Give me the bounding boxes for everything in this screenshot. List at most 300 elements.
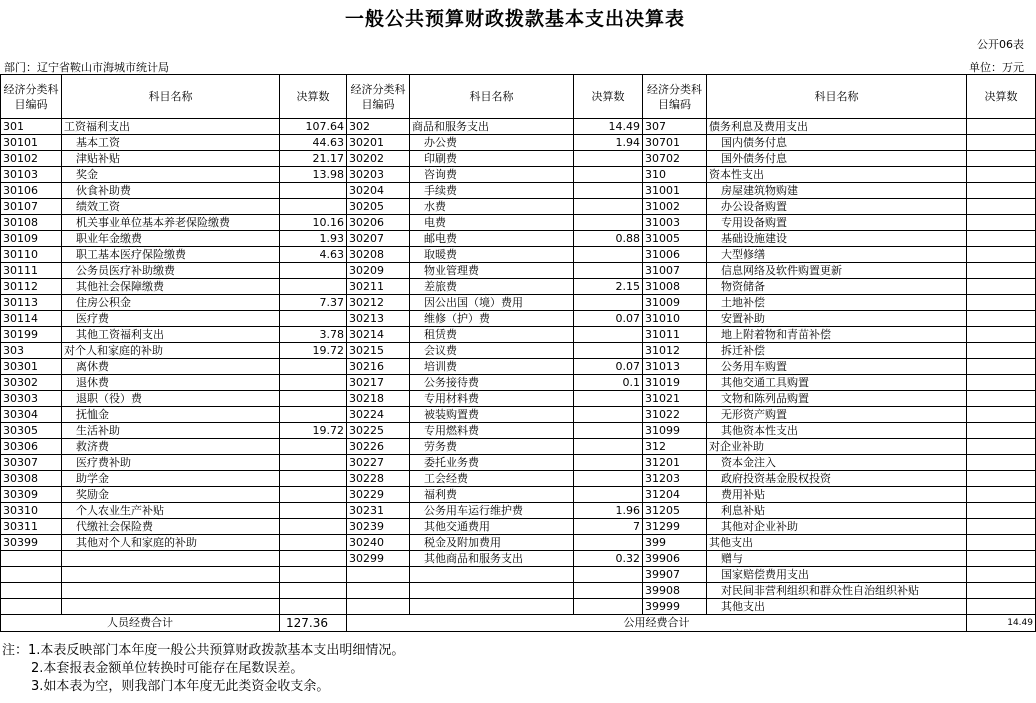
header-amount-3: 决算数 — [967, 75, 1036, 119]
col3-name: 国内债务付息 — [707, 135, 967, 151]
col3-name: 安置补助 — [707, 311, 967, 327]
col2-name: 邮电费 — [410, 231, 574, 247]
col1-name — [62, 599, 280, 615]
col2-code: 30212 — [347, 295, 410, 311]
col2-name: 劳务费 — [410, 439, 574, 455]
col1-code: 30106 — [1, 183, 62, 199]
col2-name: 维修（护）费 — [410, 311, 574, 327]
col3-code: 31022 — [643, 407, 707, 423]
header-amount-2: 决算数 — [574, 75, 643, 119]
col3-code: 31011 — [643, 327, 707, 343]
col3-code: 30701 — [643, 135, 707, 151]
col1-code — [1, 551, 62, 567]
header-code-2: 经济分类科目编码 — [347, 75, 410, 119]
col1-name: 工资福利支出 — [62, 119, 280, 135]
col2-amount — [574, 487, 643, 503]
col1-name: 其他社会保障缴费 — [62, 279, 280, 295]
col2-code: 30202 — [347, 151, 410, 167]
table-row — [1, 231, 1036, 247]
col1-name: 医疗费 — [62, 311, 280, 327]
col3-amount — [967, 407, 1036, 423]
col1-name: 助学金 — [62, 471, 280, 487]
col1-name: 基本工资 — [62, 135, 280, 151]
col3-name: 赠与 — [707, 551, 967, 567]
table-body — [1, 119, 1036, 615]
table-row — [1, 423, 1036, 439]
table-row — [1, 343, 1036, 359]
col3-amount — [967, 199, 1036, 215]
table-row — [1, 519, 1036, 535]
col3-name: 资本金注入 — [707, 455, 967, 471]
col2-amount — [574, 295, 643, 311]
col1-code: 30308 — [1, 471, 62, 487]
col3-code: 31203 — [643, 471, 707, 487]
col1-amount — [280, 551, 347, 567]
col3-name: 文物和陈列品购置 — [707, 391, 967, 407]
col2-code — [347, 583, 410, 599]
col1-amount — [280, 263, 347, 279]
col1-name: 津贴补贴 — [62, 151, 280, 167]
col1-name: 职业年金缴费 — [62, 231, 280, 247]
col3-code: 31009 — [643, 295, 707, 311]
page-title: 一般公共预算财政拨款基本支出决算表 — [344, 8, 685, 30]
col2-amount — [574, 407, 643, 423]
col1-amount — [280, 199, 347, 215]
col2-amount — [574, 199, 643, 215]
col1-amount — [280, 391, 347, 407]
col1-code: 30113 — [1, 295, 62, 311]
col2-code: 30224 — [347, 407, 410, 423]
col3-name: 利息补贴 — [707, 503, 967, 519]
header-row — [1, 75, 1036, 119]
col3-amount — [967, 119, 1036, 135]
note-3: 3.如本表为空，则我部门本年度无此类资金收支余。 — [31, 679, 330, 694]
col1-code: 30102 — [1, 151, 62, 167]
table-row — [1, 295, 1036, 311]
col3-name: 其他支出 — [707, 535, 967, 551]
col3-name: 其他交通工具购置 — [707, 375, 967, 391]
col1-code: 30305 — [1, 423, 62, 439]
col2-code: 30207 — [347, 231, 410, 247]
col3-name: 其他对企业补助 — [707, 519, 967, 535]
col3-code: 31005 — [643, 231, 707, 247]
col2-amount — [574, 567, 643, 583]
col3-amount — [967, 151, 1036, 167]
note-1: 注：1.本表反映部门本年度一般公共预算财政拨款基本支出明细情况。 — [2, 643, 405, 658]
col3-name: 办公设备购置 — [707, 199, 967, 215]
personnel-total-label: 人员经费合计 — [1, 615, 280, 632]
col2-code: 30201 — [347, 135, 410, 151]
col1-amount — [280, 359, 347, 375]
col2-code: 30204 — [347, 183, 410, 199]
col2-amount: 0.88 — [574, 231, 643, 247]
col3-name: 专用设备购置 — [707, 215, 967, 231]
col3-amount — [967, 375, 1036, 391]
col1-amount: 1.93 — [280, 231, 347, 247]
col3-amount — [967, 215, 1036, 231]
col2-code: 30206 — [347, 215, 410, 231]
col2-code: 30214 — [347, 327, 410, 343]
col2-amount — [574, 151, 643, 167]
col1-code: 30302 — [1, 375, 62, 391]
col1-name: 其他工资福利支出 — [62, 327, 280, 343]
col1-amount: 107.64 — [280, 119, 347, 135]
col1-code — [1, 599, 62, 615]
col2-code: 30225 — [347, 423, 410, 439]
col2-name: 电费 — [410, 215, 574, 231]
col3-code: 30702 — [643, 151, 707, 167]
col1-name: 生活补助 — [62, 423, 280, 439]
col3-amount — [967, 183, 1036, 199]
col3-amount — [967, 295, 1036, 311]
form-number: 公开06表 — [977, 38, 1024, 51]
col1-amount — [280, 455, 347, 471]
col1-code: 30107 — [1, 199, 62, 215]
col2-code: 30205 — [347, 199, 410, 215]
col3-name: 基础设施建设 — [707, 231, 967, 247]
note-2: 2.本套报表金额单位转换时可能存在尾数误差。 — [31, 661, 304, 676]
col2-code — [347, 567, 410, 583]
col2-code: 30229 — [347, 487, 410, 503]
public-total-value: 14.49 — [967, 615, 1036, 632]
col1-code: 30306 — [1, 439, 62, 455]
department-label: 部门：辽宁省鞍山市海城市统计局 — [4, 61, 169, 74]
col3-name: 拆迁补偿 — [707, 343, 967, 359]
col3-code: 31099 — [643, 423, 707, 439]
col3-amount — [967, 135, 1036, 151]
col2-amount: 0.1 — [574, 375, 643, 391]
col2-amount — [574, 215, 643, 231]
col2-name: 其他交通费用 — [410, 519, 574, 535]
col2-name — [410, 567, 574, 583]
col2-name: 公务接待费 — [410, 375, 574, 391]
header-code-1: 经济分类科目编码 — [1, 75, 62, 119]
col3-amount — [967, 423, 1036, 439]
col2-code: 30227 — [347, 455, 410, 471]
table-row — [1, 375, 1036, 391]
col1-code: 30310 — [1, 503, 62, 519]
col1-name: 奖金 — [62, 167, 280, 183]
col3-name: 对企业补助 — [707, 439, 967, 455]
col1-name: 抚恤金 — [62, 407, 280, 423]
col2-name: 其他商品和服务支出 — [410, 551, 574, 567]
col2-name: 福利费 — [410, 487, 574, 503]
col1-name: 绩效工资 — [62, 199, 280, 215]
col3-code: 39908 — [643, 583, 707, 599]
col3-name: 其他资本性支出 — [707, 423, 967, 439]
col1-amount — [280, 407, 347, 423]
col3-name: 资本性支出 — [707, 167, 967, 183]
header-code-3: 经济分类科目编码 — [643, 75, 707, 119]
table-row — [1, 263, 1036, 279]
col2-amount — [574, 343, 643, 359]
col1-amount — [280, 599, 347, 615]
col1-code: 30111 — [1, 263, 62, 279]
col1-code — [1, 583, 62, 599]
col2-name: 培训费 — [410, 359, 574, 375]
table-row — [1, 135, 1036, 151]
col2-code: 302 — [347, 119, 410, 135]
col2-amount: 2.15 — [574, 279, 643, 295]
col3-amount — [967, 455, 1036, 471]
col3-code: 31013 — [643, 359, 707, 375]
col3-name: 其他支出 — [707, 599, 967, 615]
table-row — [1, 567, 1036, 583]
col2-amount — [574, 599, 643, 615]
col1-amount — [280, 487, 347, 503]
col3-amount — [967, 503, 1036, 519]
col2-amount: 0.07 — [574, 311, 643, 327]
header-name-3: 科目名称 — [707, 75, 967, 119]
col1-amount — [280, 503, 347, 519]
col2-amount: 0.07 — [574, 359, 643, 375]
expenditure-table — [0, 74, 1036, 632]
col1-name: 机关事业单位基本养老保险缴费 — [62, 215, 280, 231]
col2-code: 30226 — [347, 439, 410, 455]
col2-name: 会议费 — [410, 343, 574, 359]
col2-amount — [574, 263, 643, 279]
col3-name: 大型修缮 — [707, 247, 967, 263]
col1-amount — [280, 279, 347, 295]
col2-name: 被装购置费 — [410, 407, 574, 423]
col1-code: 30112 — [1, 279, 62, 295]
col1-code: 30304 — [1, 407, 62, 423]
col2-name: 咨询费 — [410, 167, 574, 183]
col2-amount — [574, 391, 643, 407]
col3-code: 31001 — [643, 183, 707, 199]
col3-amount — [967, 279, 1036, 295]
col3-code: 31021 — [643, 391, 707, 407]
table-row — [1, 455, 1036, 471]
col2-code: 30240 — [347, 535, 410, 551]
table-row — [1, 327, 1036, 343]
col3-amount — [967, 439, 1036, 455]
col3-amount — [967, 567, 1036, 583]
col1-amount: 3.78 — [280, 327, 347, 343]
col2-name: 差旅费 — [410, 279, 574, 295]
col1-amount — [280, 535, 347, 551]
notes — [2, 642, 404, 696]
col2-amount: 7 — [574, 519, 643, 535]
table-row — [1, 247, 1036, 263]
col1-code: 30309 — [1, 487, 62, 503]
col1-amount — [280, 311, 347, 327]
col2-amount — [574, 439, 643, 455]
table-row — [1, 503, 1036, 519]
col3-code: 31205 — [643, 503, 707, 519]
col2-name: 委托业务费 — [410, 455, 574, 471]
col3-code: 31006 — [643, 247, 707, 263]
col1-code: 30103 — [1, 167, 62, 183]
col2-name: 物业管理费 — [410, 263, 574, 279]
unit-label: 单位：万元 — [969, 61, 1024, 74]
public-total-label: 公用经费合计 — [347, 615, 967, 632]
col2-name: 商品和服务支出 — [410, 119, 574, 135]
col1-code: 30303 — [1, 391, 62, 407]
col2-amount — [574, 183, 643, 199]
col2-name: 工会经费 — [410, 471, 574, 487]
col1-code: 30108 — [1, 215, 62, 231]
col1-name: 个人农业生产补贴 — [62, 503, 280, 519]
col2-name: 租赁费 — [410, 327, 574, 343]
col3-amount — [967, 327, 1036, 343]
col1-amount — [280, 375, 347, 391]
table-row — [1, 167, 1036, 183]
col2-code: 30231 — [347, 503, 410, 519]
col3-code: 307 — [643, 119, 707, 135]
col3-code: 39906 — [643, 551, 707, 567]
col1-name — [62, 583, 280, 599]
col2-code: 30208 — [347, 247, 410, 263]
col3-name: 政府投资基金股权投资 — [707, 471, 967, 487]
col1-name: 退职（役）费 — [62, 391, 280, 407]
col3-name: 对民间非营利组织和群众性自治组织补贴 — [707, 583, 967, 599]
table-row — [1, 599, 1036, 615]
col1-code: 30101 — [1, 135, 62, 151]
col1-amount: 21.17 — [280, 151, 347, 167]
table-row — [1, 583, 1036, 599]
col1-amount: 19.72 — [280, 343, 347, 359]
table-row — [1, 279, 1036, 295]
col1-name: 离休费 — [62, 359, 280, 375]
col2-code: 30216 — [347, 359, 410, 375]
col1-name: 对个人和家庭的补助 — [62, 343, 280, 359]
col3-code: 31002 — [643, 199, 707, 215]
col1-code: 301 — [1, 119, 62, 135]
col1-name: 公务员医疗补助缴费 — [62, 263, 280, 279]
col2-code: 30211 — [347, 279, 410, 295]
col1-code: 30114 — [1, 311, 62, 327]
col3-amount — [967, 311, 1036, 327]
col3-name: 信息网络及软件购置更新 — [707, 263, 967, 279]
col2-code: 30228 — [347, 471, 410, 487]
col1-name: 退休费 — [62, 375, 280, 391]
col3-code: 31201 — [643, 455, 707, 471]
col3-name: 公务用车购置 — [707, 359, 967, 375]
col3-code: 310 — [643, 167, 707, 183]
col2-code: 30239 — [347, 519, 410, 535]
col1-code: 30301 — [1, 359, 62, 375]
col2-amount: 14.49 — [574, 119, 643, 135]
col2-name: 办公费 — [410, 135, 574, 151]
col2-name: 因公出国（境）费用 — [410, 295, 574, 311]
col3-code: 31010 — [643, 311, 707, 327]
col3-code: 31003 — [643, 215, 707, 231]
col1-amount: 4.63 — [280, 247, 347, 263]
col2-amount — [574, 471, 643, 487]
col1-name: 住房公积金 — [62, 295, 280, 311]
col2-name: 手续费 — [410, 183, 574, 199]
table-row — [1, 199, 1036, 215]
col3-amount — [967, 359, 1036, 375]
col3-code: 31299 — [643, 519, 707, 535]
table-row — [1, 311, 1036, 327]
col1-amount — [280, 471, 347, 487]
table-row — [1, 535, 1036, 551]
col3-amount — [967, 231, 1036, 247]
col1-code: 30311 — [1, 519, 62, 535]
col3-amount — [967, 343, 1036, 359]
header-amount-1: 决算数 — [280, 75, 347, 119]
col1-code: 30199 — [1, 327, 62, 343]
col3-name: 无形资产购置 — [707, 407, 967, 423]
col1-code: 30109 — [1, 231, 62, 247]
col2-code: 30217 — [347, 375, 410, 391]
col2-amount — [574, 535, 643, 551]
col1-code — [1, 567, 62, 583]
col1-name: 医疗费补助 — [62, 455, 280, 471]
col1-name — [62, 567, 280, 583]
col3-amount — [967, 487, 1036, 503]
col3-amount — [967, 551, 1036, 567]
col3-name: 物资储备 — [707, 279, 967, 295]
col3-code: 31007 — [643, 263, 707, 279]
table-row — [1, 119, 1036, 135]
col1-name: 职工基本医疗保险缴费 — [62, 247, 280, 263]
col3-amount — [967, 519, 1036, 535]
table-row — [1, 439, 1036, 455]
col2-name — [410, 583, 574, 599]
col1-amount: 7.37 — [280, 295, 347, 311]
table-row — [1, 471, 1036, 487]
col1-amount: 19.72 — [280, 423, 347, 439]
col1-name: 救济费 — [62, 439, 280, 455]
table-row — [1, 215, 1036, 231]
col2-amount — [574, 423, 643, 439]
col2-code: 30215 — [347, 343, 410, 359]
col1-name — [62, 551, 280, 567]
col2-name: 取暖费 — [410, 247, 574, 263]
col1-amount: 44.63 — [280, 135, 347, 151]
col2-amount — [574, 167, 643, 183]
col3-code: 31204 — [643, 487, 707, 503]
col2-amount — [574, 583, 643, 599]
col3-name: 地上附着物和青苗补偿 — [707, 327, 967, 343]
col3-name: 债务利息及费用支出 — [707, 119, 967, 135]
col3-amount — [967, 599, 1036, 615]
col1-name: 伙食补助费 — [62, 183, 280, 199]
col2-name — [410, 599, 574, 615]
table-row — [1, 487, 1036, 503]
col1-code: 30110 — [1, 247, 62, 263]
col3-amount — [967, 263, 1036, 279]
header-name-1: 科目名称 — [62, 75, 280, 119]
col2-name: 水费 — [410, 199, 574, 215]
col3-code: 31008 — [643, 279, 707, 295]
col3-name: 国外债务付息 — [707, 151, 967, 167]
col3-name: 费用补贴 — [707, 487, 967, 503]
totals-row — [1, 615, 1036, 632]
col1-amount: 13.98 — [280, 167, 347, 183]
table-row — [1, 407, 1036, 423]
col2-name: 专用燃料费 — [410, 423, 574, 439]
col2-amount — [574, 455, 643, 471]
col3-amount — [967, 247, 1036, 263]
col2-code: 30218 — [347, 391, 410, 407]
col1-name: 其他对个人和家庭的补助 — [62, 535, 280, 551]
col1-amount — [280, 439, 347, 455]
col3-amount — [967, 535, 1036, 551]
col2-code — [347, 599, 410, 615]
col2-amount — [574, 247, 643, 263]
col3-code: 39907 — [643, 567, 707, 583]
col2-amount: 0.32 — [574, 551, 643, 567]
col1-amount — [280, 583, 347, 599]
col1-amount: 10.16 — [280, 215, 347, 231]
table-row — [1, 551, 1036, 567]
col1-name: 奖励金 — [62, 487, 280, 503]
header-name-2: 科目名称 — [410, 75, 574, 119]
